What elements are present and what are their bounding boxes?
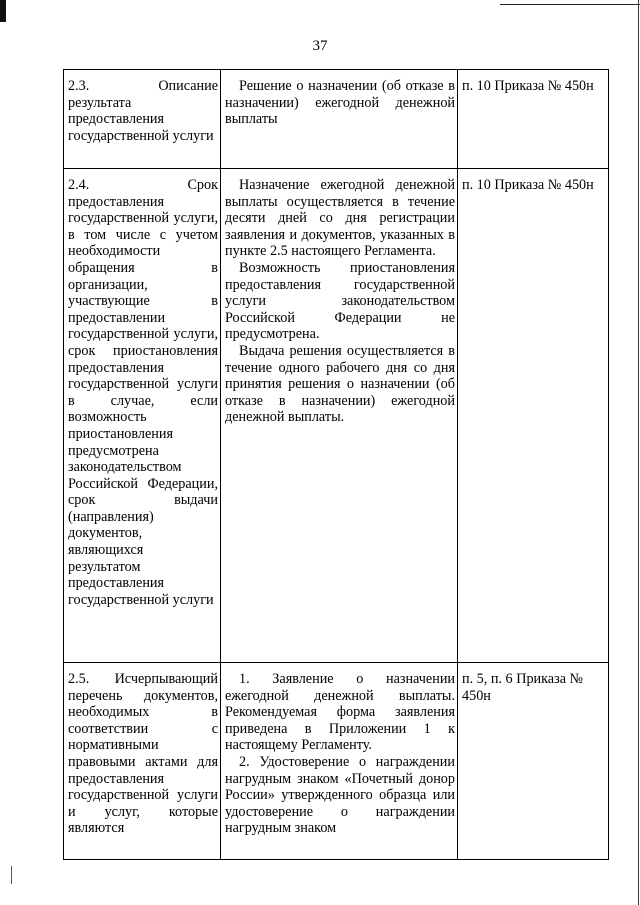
scan-side-rule (638, 0, 639, 905)
content-paragraph: Возможность приостановления предоставления государственной услуги законодательством Российской Федерации не предусмотрена. (225, 259, 455, 343)
scan-edge-mark (0, 0, 6, 22)
content-paragraph: Выдача решения осуществляется в течение одного рабочего дня со дня принятия решения о назначении (об отказе в назначении) ежегодной денежной выплаты. (225, 342, 455, 426)
section-title-cell: 2.4. Срок предоставления государственной услуги, в том числе с учетом необходимости обращения в организации, участвующие в предоставлении государственной услуги, срок приостановления предоставления государственной услуги в случае, если возможность приостановления предусмотрена законодательством Российской Федерации, срок выдачи (направления) документов, являющихся результатом предоставления государственной услуги (64, 169, 221, 663)
page-number: 37 (312, 38, 328, 54)
legal-basis-cell: п. 10 Приказа № 450н (458, 70, 609, 169)
legal-basis-cell: п. 5, п. 6 Приказа № 450н (458, 663, 609, 860)
section-title-cell: 2.3. Описание результата предоставления государственной услуги (64, 70, 221, 169)
content-paragraph: Назначение ежегодной денежной выплаты осуществляется в течение десяти дней со дня регистрации заявления и документов, указанных в пункте 2.5 настоящего Регламента. (225, 177, 455, 260)
section-content-cell (221, 70, 458, 169)
content-paragraph: 1. Заявление о назначении ежегодной денежной выплаты. Рекомендуемая форма заявления приведена в Приложении 1 к настоящему Регламенту. (225, 671, 455, 754)
table-row (64, 169, 609, 663)
content-paragraph: 2. Удостоверение о награждении нагрудным знаком «Почетный донор России» утвержденного образца или удостоверение о награждении нагрудным знаком (225, 753, 455, 837)
legal-basis-cell: п. 10 Приказа № 450н (458, 169, 609, 663)
table-row (64, 663, 609, 860)
section-title-cell: 2.5. Исчерпывающий перечень документов, необходимых в соответствии с нормативными правовыми актами для предоставления государственной услуги и услуг, которые являются (64, 663, 221, 860)
scan-top-rule (500, 4, 640, 5)
table-row (64, 70, 609, 169)
regulation-table (63, 69, 609, 860)
content-paragraph: Решение о назначении (об отказе в назначении) ежегодной денежной выплаты (225, 78, 455, 128)
scan-left-tick (11, 866, 12, 884)
section-content-cell (221, 663, 458, 860)
section-content-cell (221, 169, 458, 663)
